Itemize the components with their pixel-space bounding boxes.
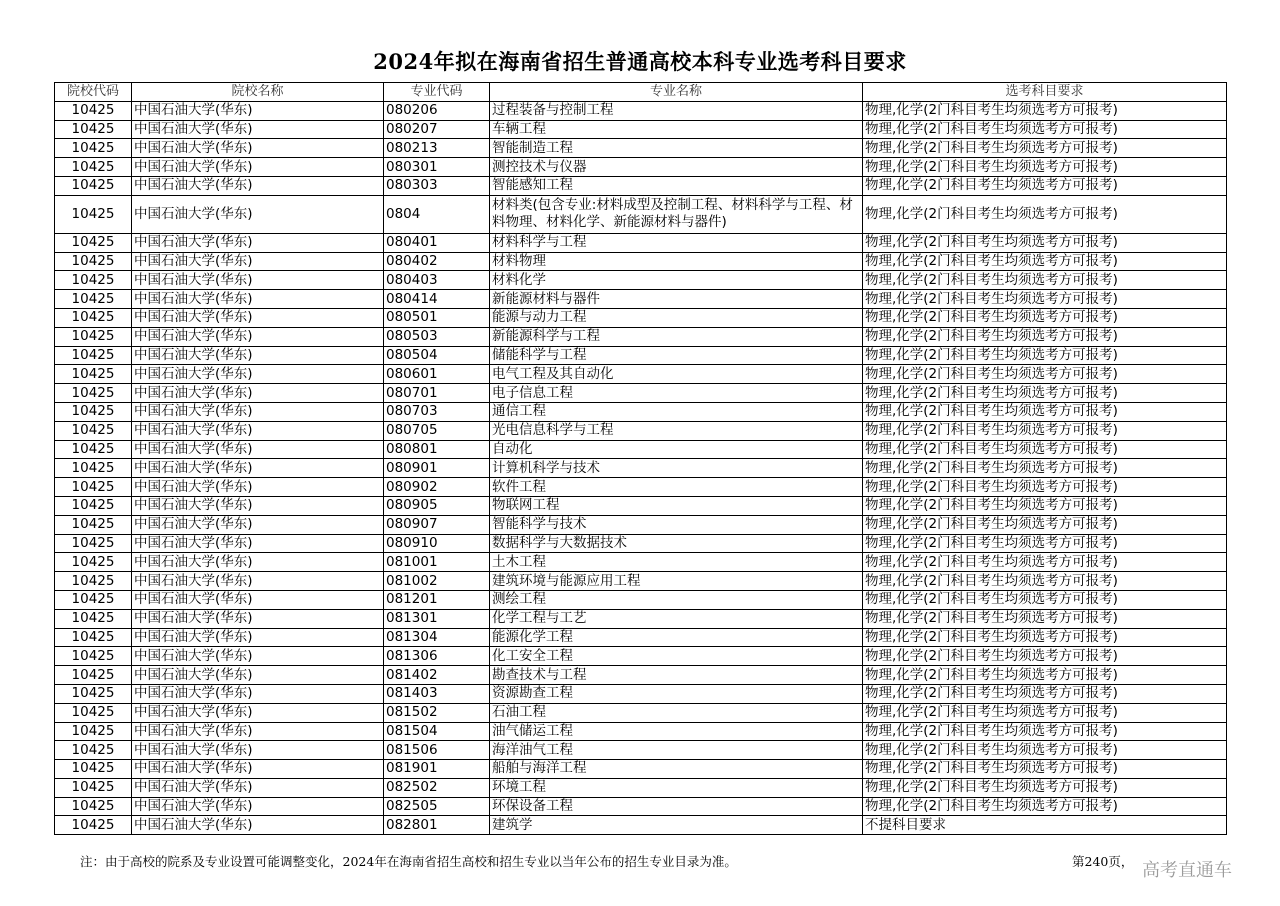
school-name-cell: 中国石油大学(华东) xyxy=(132,139,384,158)
requirement-cell: 不提科目要求 xyxy=(863,816,1227,835)
major-name-cell: 材料科学与工程 xyxy=(490,233,863,252)
major-name-cell: 通信工程 xyxy=(490,402,863,421)
requirement-cell: 物理,化学(2门科目考生均须选考方可报考) xyxy=(863,797,1227,816)
requirement-cell: 物理,化学(2门科目考生均须选考方可报考) xyxy=(863,139,1227,158)
table-row xyxy=(55,421,1227,440)
school-name-cell: 中国石油大学(华东) xyxy=(132,421,384,440)
major-code-cell: 080907 xyxy=(384,515,490,534)
major-code-cell: 080303 xyxy=(384,176,490,195)
school-name-cell: 中国石油大学(华东) xyxy=(132,703,384,722)
table-row xyxy=(55,760,1227,779)
major-name-cell: 建筑学 xyxy=(490,816,863,835)
school-code-cell: 10425 xyxy=(55,590,132,609)
table-row xyxy=(55,703,1227,722)
requirement-cell: 物理,化学(2门科目考生均须选考方可报考) xyxy=(863,252,1227,271)
school-code-cell: 10425 xyxy=(55,158,132,177)
school-name-cell: 中国石油大学(华东) xyxy=(132,590,384,609)
major-code-cell: 080905 xyxy=(384,496,490,515)
requirement-cell: 物理,化学(2门科目考生均须选考方可报考) xyxy=(863,760,1227,779)
requirement-cell: 物理,化学(2门科目考生均须选考方可报考) xyxy=(863,496,1227,515)
major-code-cell: 081506 xyxy=(384,741,490,760)
table-row xyxy=(55,176,1227,195)
table-row xyxy=(55,252,1227,271)
table-row xyxy=(55,478,1227,497)
header-major-name: 专业名称 xyxy=(490,83,863,102)
requirement-cell: 物理,化学(2门科目考生均须选考方可报考) xyxy=(863,684,1227,703)
school-code-cell: 10425 xyxy=(55,760,132,779)
major-name-cell: 新能源科学与工程 xyxy=(490,327,863,346)
major-name-cell: 土木工程 xyxy=(490,553,863,572)
requirement-cell: 物理,化学(2门科目考生均须选考方可报考) xyxy=(863,271,1227,290)
school-name-cell: 中国石油大学(华东) xyxy=(132,233,384,252)
major-code-cell: 080403 xyxy=(384,271,490,290)
school-name-cell: 中国石油大学(华东) xyxy=(132,609,384,628)
major-name-cell: 电气工程及其自动化 xyxy=(490,365,863,384)
school-code-cell: 10425 xyxy=(55,722,132,741)
major-code-cell: 081502 xyxy=(384,703,490,722)
requirement-cell: 物理,化学(2门科目考生均须选考方可报考) xyxy=(863,365,1227,384)
requirement-cell: 物理,化学(2门科目考生均须选考方可报考) xyxy=(863,628,1227,647)
school-name-cell: 中国石油大学(华东) xyxy=(132,195,384,233)
requirement-cell: 物理,化学(2门科目考生均须选考方可报考) xyxy=(863,176,1227,195)
major-name-cell: 环境工程 xyxy=(490,778,863,797)
major-code-cell: 080705 xyxy=(384,421,490,440)
school-name-cell: 中国石油大学(华东) xyxy=(132,515,384,534)
major-name-cell: 智能感知工程 xyxy=(490,176,863,195)
table-row xyxy=(55,384,1227,403)
school-name-cell: 中国石油大学(华东) xyxy=(132,459,384,478)
school-name-cell: 中国石油大学(华东) xyxy=(132,496,384,515)
major-name-cell: 软件工程 xyxy=(490,478,863,497)
school-name-cell: 中国石油大学(华东) xyxy=(132,346,384,365)
major-code-cell: 080703 xyxy=(384,402,490,421)
school-name-cell: 中国石油大学(华东) xyxy=(132,478,384,497)
requirement-cell: 物理,化学(2门科目考生均须选考方可报考) xyxy=(863,233,1227,252)
requirement-cell: 物理,化学(2门科目考生均须选考方可报考) xyxy=(863,421,1227,440)
school-code-cell: 10425 xyxy=(55,233,132,252)
table-row xyxy=(55,590,1227,609)
school-name-cell: 中国石油大学(华东) xyxy=(132,271,384,290)
table-row xyxy=(55,778,1227,797)
school-name-cell: 中国石油大学(华东) xyxy=(132,402,384,421)
requirement-cell: 物理,化学(2门科目考生均须选考方可报考) xyxy=(863,402,1227,421)
table-row xyxy=(55,797,1227,816)
requirement-cell: 物理,化学(2门科目考生均须选考方可报考) xyxy=(863,459,1227,478)
school-name-cell: 中国石油大学(华东) xyxy=(132,666,384,685)
table-row xyxy=(55,308,1227,327)
school-name-cell: 中国石油大学(华东) xyxy=(132,741,384,760)
major-code-cell: 080401 xyxy=(384,233,490,252)
school-code-cell: 10425 xyxy=(55,741,132,760)
school-code-cell: 10425 xyxy=(55,120,132,139)
school-code-cell: 10425 xyxy=(55,440,132,459)
table-row xyxy=(55,496,1227,515)
major-code-cell: 080503 xyxy=(384,327,490,346)
major-name-cell: 环保设备工程 xyxy=(490,797,863,816)
school-name-cell: 中国石油大学(华东) xyxy=(132,722,384,741)
major-name-cell: 新能源材料与器件 xyxy=(490,290,863,309)
table-row xyxy=(55,459,1227,478)
requirement-cell: 物理,化学(2门科目考生均须选考方可报考) xyxy=(863,515,1227,534)
major-name-cell: 建筑环境与能源应用工程 xyxy=(490,572,863,591)
school-name-cell: 中国石油大学(华东) xyxy=(132,760,384,779)
major-code-cell: 081403 xyxy=(384,684,490,703)
major-name-cell: 自动化 xyxy=(490,440,863,459)
school-name-cell: 中国石油大学(华东) xyxy=(132,684,384,703)
major-code-cell: 080701 xyxy=(384,384,490,403)
major-code-cell: 080402 xyxy=(384,252,490,271)
requirement-cell: 物理,化学(2门科目考生均须选考方可报考) xyxy=(863,478,1227,497)
table-row xyxy=(55,139,1227,158)
table-row xyxy=(55,440,1227,459)
school-code-cell: 10425 xyxy=(55,684,132,703)
requirement-cell: 物理,化学(2门科目考生均须选考方可报考) xyxy=(863,666,1227,685)
school-name-cell: 中国石油大学(华东) xyxy=(132,158,384,177)
school-code-cell: 10425 xyxy=(55,384,132,403)
school-code-cell: 10425 xyxy=(55,290,132,309)
requirement-cell: 物理,化学(2门科目考生均须选考方可报考) xyxy=(863,327,1227,346)
requirement-cell: 物理,化学(2门科目考生均须选考方可报考) xyxy=(863,101,1227,120)
major-code-cell: 081304 xyxy=(384,628,490,647)
major-name-cell: 材料化学 xyxy=(490,271,863,290)
table-row xyxy=(55,327,1227,346)
table-row xyxy=(55,120,1227,139)
school-code-cell: 10425 xyxy=(55,327,132,346)
major-name-cell: 化学工程与工艺 xyxy=(490,609,863,628)
school-name-cell: 中国石油大学(华东) xyxy=(132,647,384,666)
school-name-cell: 中国石油大学(华东) xyxy=(132,252,384,271)
major-code-cell: 080601 xyxy=(384,365,490,384)
requirement-cell: 物理,化学(2门科目考生均须选考方可报考) xyxy=(863,590,1227,609)
page-title: 2024年拟在海南省招生普通高校本科专业选考科目要求 xyxy=(373,49,907,74)
school-code-cell: 10425 xyxy=(55,459,132,478)
major-name-cell: 能源化学工程 xyxy=(490,628,863,647)
major-name-cell: 测绘工程 xyxy=(490,590,863,609)
major-name-cell: 材料类(包含专业:材料成型及控制工程、材料科学与工程、材料物理、材料化学、新能源材料与器件) xyxy=(490,195,863,233)
table-header-row xyxy=(55,83,1227,102)
major-name-cell: 计算机科学与技术 xyxy=(490,459,863,478)
major-code-cell: 080207 xyxy=(384,120,490,139)
requirement-cell: 物理,化学(2门科目考生均须选考方可报考) xyxy=(863,195,1227,233)
major-name-cell: 海洋油气工程 xyxy=(490,741,863,760)
requirement-cell: 物理,化学(2门科目考生均须选考方可报考) xyxy=(863,440,1227,459)
major-code-cell: 081306 xyxy=(384,647,490,666)
requirement-cell: 物理,化学(2门科目考生均须选考方可报考) xyxy=(863,158,1227,177)
major-code-cell: 082502 xyxy=(384,778,490,797)
school-code-cell: 10425 xyxy=(55,139,132,158)
requirement-cell: 物理,化学(2门科目考生均须选考方可报考) xyxy=(863,647,1227,666)
requirement-cell: 物理,化学(2门科目考生均须选考方可报考) xyxy=(863,308,1227,327)
major-code-cell: 081002 xyxy=(384,572,490,591)
major-code-cell: 080801 xyxy=(384,440,490,459)
school-name-cell: 中国石油大学(华东) xyxy=(132,308,384,327)
school-code-cell: 10425 xyxy=(55,346,132,365)
school-name-cell: 中国石油大学(华东) xyxy=(132,365,384,384)
school-code-cell: 10425 xyxy=(55,101,132,120)
table-row xyxy=(55,534,1227,553)
header-major-code: 专业代码 xyxy=(384,83,490,102)
school-name-cell: 中国石油大学(华东) xyxy=(132,778,384,797)
school-code-cell: 10425 xyxy=(55,534,132,553)
major-name-cell: 船舶与海洋工程 xyxy=(490,760,863,779)
requirement-cell: 物理,化学(2门科目考生均须选考方可报考) xyxy=(863,609,1227,628)
school-code-cell: 10425 xyxy=(55,553,132,572)
header-school-code: 院校代码 xyxy=(55,83,132,102)
table-row xyxy=(55,233,1227,252)
school-code-cell: 10425 xyxy=(55,478,132,497)
major-code-cell: 081504 xyxy=(384,722,490,741)
table-row xyxy=(55,402,1227,421)
major-name-cell: 测控技术与仪器 xyxy=(490,158,863,177)
requirement-cell: 物理,化学(2门科目考生均须选考方可报考) xyxy=(863,741,1227,760)
watermark: 高考直通车 xyxy=(1142,860,1232,881)
table-row xyxy=(55,553,1227,572)
major-name-cell: 数据科学与大数据技术 xyxy=(490,534,863,553)
requirement-cell: 物理,化学(2门科目考生均须选考方可报考) xyxy=(863,534,1227,553)
school-code-cell: 10425 xyxy=(55,365,132,384)
table-body xyxy=(55,101,1227,834)
table-row xyxy=(55,271,1227,290)
major-name-cell: 智能制造工程 xyxy=(490,139,863,158)
header-school-name: 院校名称 xyxy=(132,83,384,102)
major-name-cell: 石油工程 xyxy=(490,703,863,722)
school-name-cell: 中国石油大学(华东) xyxy=(132,553,384,572)
table-row xyxy=(55,515,1227,534)
table-row xyxy=(55,195,1227,233)
school-code-cell: 10425 xyxy=(55,402,132,421)
major-name-cell: 储能科学与工程 xyxy=(490,346,863,365)
table-row xyxy=(55,722,1227,741)
school-name-cell: 中国石油大学(华东) xyxy=(132,176,384,195)
major-code-cell: 082505 xyxy=(384,797,490,816)
major-code-cell: 080414 xyxy=(384,290,490,309)
school-code-cell: 10425 xyxy=(55,666,132,685)
school-name-cell: 中国石油大学(华东) xyxy=(132,797,384,816)
table-row xyxy=(55,666,1227,685)
table-row xyxy=(55,647,1227,666)
school-code-cell: 10425 xyxy=(55,515,132,534)
school-code-cell: 10425 xyxy=(55,797,132,816)
requirement-cell: 物理,化学(2门科目考生均须选考方可报考) xyxy=(863,572,1227,591)
school-code-cell: 10425 xyxy=(55,572,132,591)
major-name-cell: 物联网工程 xyxy=(490,496,863,515)
major-name-cell: 材料物理 xyxy=(490,252,863,271)
major-name-cell: 过程装备与控制工程 xyxy=(490,101,863,120)
major-name-cell: 勘查技术与工程 xyxy=(490,666,863,685)
table-row xyxy=(55,816,1227,835)
header-subject-requirement: 选考科目要求 xyxy=(863,83,1227,102)
major-code-cell: 081001 xyxy=(384,553,490,572)
school-code-cell: 10425 xyxy=(55,609,132,628)
school-name-cell: 中国石油大学(华东) xyxy=(132,290,384,309)
major-name-cell: 电子信息工程 xyxy=(490,384,863,403)
requirement-cell: 物理,化学(2门科目考生均须选考方可报考) xyxy=(863,778,1227,797)
footer-note: 注：由于高校的院系及专业设置可能调整变化，2024年在海南省招生高校和招生专业以当年公布的招生专业目录为准。 xyxy=(80,854,737,869)
school-name-cell: 中国石油大学(华东) xyxy=(132,534,384,553)
school-code-cell: 10425 xyxy=(55,195,132,233)
major-code-cell: 080213 xyxy=(384,139,490,158)
school-code-cell: 10425 xyxy=(55,308,132,327)
requirement-cell: 物理,化学(2门科目考生均须选考方可报考) xyxy=(863,120,1227,139)
page-number: 第240页， xyxy=(1072,854,1134,869)
table-row xyxy=(55,609,1227,628)
table-row xyxy=(55,346,1227,365)
requirement-cell: 物理,化学(2门科目考生均须选考方可报考) xyxy=(863,346,1227,365)
major-name-cell: 油气储运工程 xyxy=(490,722,863,741)
school-name-cell: 中国石油大学(华东) xyxy=(132,327,384,346)
requirement-cell: 物理,化学(2门科目考生均须选考方可报考) xyxy=(863,703,1227,722)
school-code-cell: 10425 xyxy=(55,703,132,722)
school-name-cell: 中国石油大学(华东) xyxy=(132,384,384,403)
school-code-cell: 10425 xyxy=(55,176,132,195)
requirement-cell: 物理,化学(2门科目考生均须选考方可报考) xyxy=(863,290,1227,309)
major-name-cell: 智能科学与技术 xyxy=(490,515,863,534)
major-code-cell: 081201 xyxy=(384,590,490,609)
requirements-table xyxy=(54,82,1227,835)
school-code-cell: 10425 xyxy=(55,647,132,666)
school-code-cell: 10425 xyxy=(55,421,132,440)
major-code-cell: 082801 xyxy=(384,816,490,835)
school-code-cell: 10425 xyxy=(55,778,132,797)
requirement-cell: 物理,化学(2门科目考生均须选考方可报考) xyxy=(863,553,1227,572)
major-code-cell: 080504 xyxy=(384,346,490,365)
major-code-cell: 080910 xyxy=(384,534,490,553)
table-row xyxy=(55,741,1227,760)
major-name-cell: 光电信息科学与工程 xyxy=(490,421,863,440)
school-name-cell: 中国石油大学(华东) xyxy=(132,101,384,120)
requirement-cell: 物理,化学(2门科目考生均须选考方可报考) xyxy=(863,384,1227,403)
major-code-cell: 080206 xyxy=(384,101,490,120)
major-code-cell: 081901 xyxy=(384,760,490,779)
school-code-cell: 10425 xyxy=(55,271,132,290)
school-name-cell: 中国石油大学(华东) xyxy=(132,628,384,647)
major-code-cell: 080901 xyxy=(384,459,490,478)
school-code-cell: 10425 xyxy=(55,816,132,835)
table-row xyxy=(55,290,1227,309)
table-row xyxy=(55,628,1227,647)
school-code-cell: 10425 xyxy=(55,628,132,647)
major-code-cell: 080902 xyxy=(384,478,490,497)
major-name-cell: 能源与动力工程 xyxy=(490,308,863,327)
major-name-cell: 资源勘查工程 xyxy=(490,684,863,703)
school-code-cell: 10425 xyxy=(55,252,132,271)
major-code-cell: 0804 xyxy=(384,195,490,233)
major-code-cell: 080301 xyxy=(384,158,490,177)
table-row xyxy=(55,572,1227,591)
major-code-cell: 080501 xyxy=(384,308,490,327)
table-row xyxy=(55,101,1227,120)
major-name-cell: 车辆工程 xyxy=(490,120,863,139)
school-code-cell: 10425 xyxy=(55,496,132,515)
school-name-cell: 中国石油大学(华东) xyxy=(132,440,384,459)
requirement-cell: 物理,化学(2门科目考生均须选考方可报考) xyxy=(863,722,1227,741)
table-row xyxy=(55,158,1227,177)
school-name-cell: 中国石油大学(华东) xyxy=(132,816,384,835)
school-name-cell: 中国石油大学(华东) xyxy=(132,120,384,139)
major-code-cell: 081301 xyxy=(384,609,490,628)
table-row xyxy=(55,365,1227,384)
major-name-cell: 化工安全工程 xyxy=(490,647,863,666)
school-name-cell: 中国石油大学(华东) xyxy=(132,572,384,591)
major-code-cell: 081402 xyxy=(384,666,490,685)
table-row xyxy=(55,684,1227,703)
